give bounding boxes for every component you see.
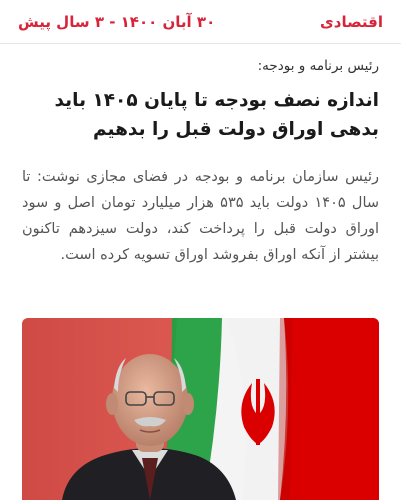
publish-date: ۳۰ آبان ۱۴۰۰ - ۳ سال پیش — [18, 12, 216, 31]
article-photo-image — [22, 318, 379, 500]
article-subtitle: رئیس برنامه و بودجه: — [257, 58, 379, 74]
article-header — [0, 0, 401, 44]
article-photo[interactable] — [22, 318, 379, 500]
article-lead: رئیس سازمان برنامه و بودجه در فضای مجازی نوشت: تا سال ۱۴۰۵ دولت باید ۵۳۵ هزار میلیارد تومان اصل و سود اوراق دولت قبل را پرداخت کند، دولت سیزدهم تاکنون بیشتر از آنکه اوراق بفروشد اوراق تسویه کرده است. — [22, 169, 380, 263]
article-title: اندازه نصف بودجه تا پایان ۱۴۰۵ باید بدهی اوراق دولت قبل را بدهیم — [54, 90, 379, 140]
article-content — [22, 56, 379, 268]
category-link[interactable]: اقتصادی — [320, 12, 383, 31]
